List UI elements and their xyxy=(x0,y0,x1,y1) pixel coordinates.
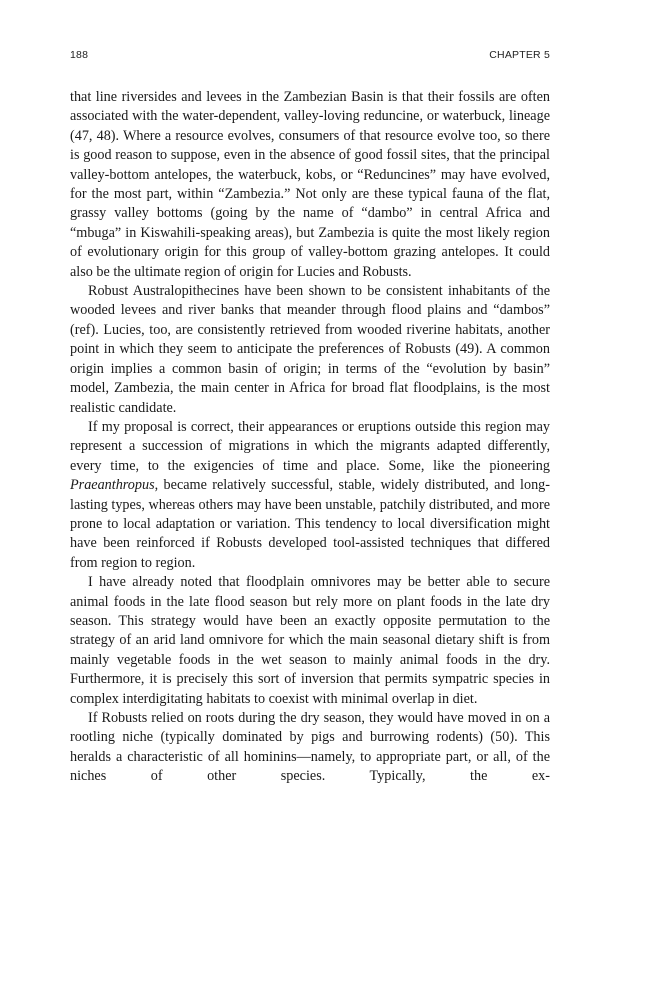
paragraph-3-text-after: , became relatively successful, stable, widely distributed, and long-lasting types, whereas others may have been unstable, patchily distributed, and more prone to local adaptation or variation. This tendency to local diversification might have been reinforced if Robusts developed tool-assisted techniques that differed from region to region. xyxy=(70,477,550,571)
running-head xyxy=(70,49,550,65)
body-text xyxy=(70,88,550,787)
paragraph-5: If Robusts relied on roots during the dry season, they would have moved in on a rootling niche (typically dominated by pigs and burrowing rodents) (50). This heralds a characteristic of all hominins—namely, to appropriate part, or all, of the niches of other species. Typically, the ex- xyxy=(70,710,550,785)
paragraph-3 xyxy=(70,418,550,573)
chapter-label: CHAPTER 5 xyxy=(489,49,550,61)
paragraph-4: I have already noted that floodplain omnivores may be better able to secure animal foods in the late flood season but rely more on plant foods in the late dry season. This strategy would have been an exactly opposite permutation to the strategy of an arid land omnivore for which the main seasonal dietary shift is from mainly vegetable foods in the wet season to mainly animal foods in the dry. Furthermore, it is precisely this sort of inversion that permits sympatric species in complex interdigitating habitats to coexist with minimal overlap in diet. xyxy=(70,574,550,707)
paragraph-1: that line riversides and levees in the Zambezian Basin is that their fossils are often associated with the water-dependent, valley-loving reduncine, or waterbuck, lineage (47, 48). Where a resource evolves, consumers of that resource evolve too, so there is good reason to suppose, even in the absence of good fossil sites, that the principal valley-bottom antelopes, the waterbuck, kobs, or “Reduncines” may have evolved, for the most part, within “Zambezia.” Not only are these typical fauna of the flat, grassy valley bottoms (going by the name of “dambo” in central Africa and “mbuga” in Kiswahili-speaking areas), but Zambezia is quite the most likely region of evolutionary origin for this group of valley-bottom grazing antelopes. It could also be the ultimate region of origin for Lucies and Robusts. xyxy=(70,89,550,280)
paragraph-2: Robust Australopithecines have been shown to be consistent inhabitants of the wooded levees and river banks that meander through flood plains and “dambos” (ref). Lucies, too, are consistently retrieved from wooded riverine habitats, another point in which they seem to anticipate the preferences of Robusts (49). A common origin implies a common basin of origin; in terms of the “evolution by basin” model, Zambezia, the main center in Africa for broad flat floodplains, is the most realistic candidate. xyxy=(70,283,550,416)
species-name-italic: Praeanthropus xyxy=(70,477,155,494)
page-number: 188 xyxy=(70,49,89,61)
paragraph-3-text-before: If my proposal is correct, their appearances or eruptions outside this region may represent a succession of migrations in which the migrants adapted differently, every time, to the exigencies of time and place. Some, like the pioneering xyxy=(70,418,550,474)
